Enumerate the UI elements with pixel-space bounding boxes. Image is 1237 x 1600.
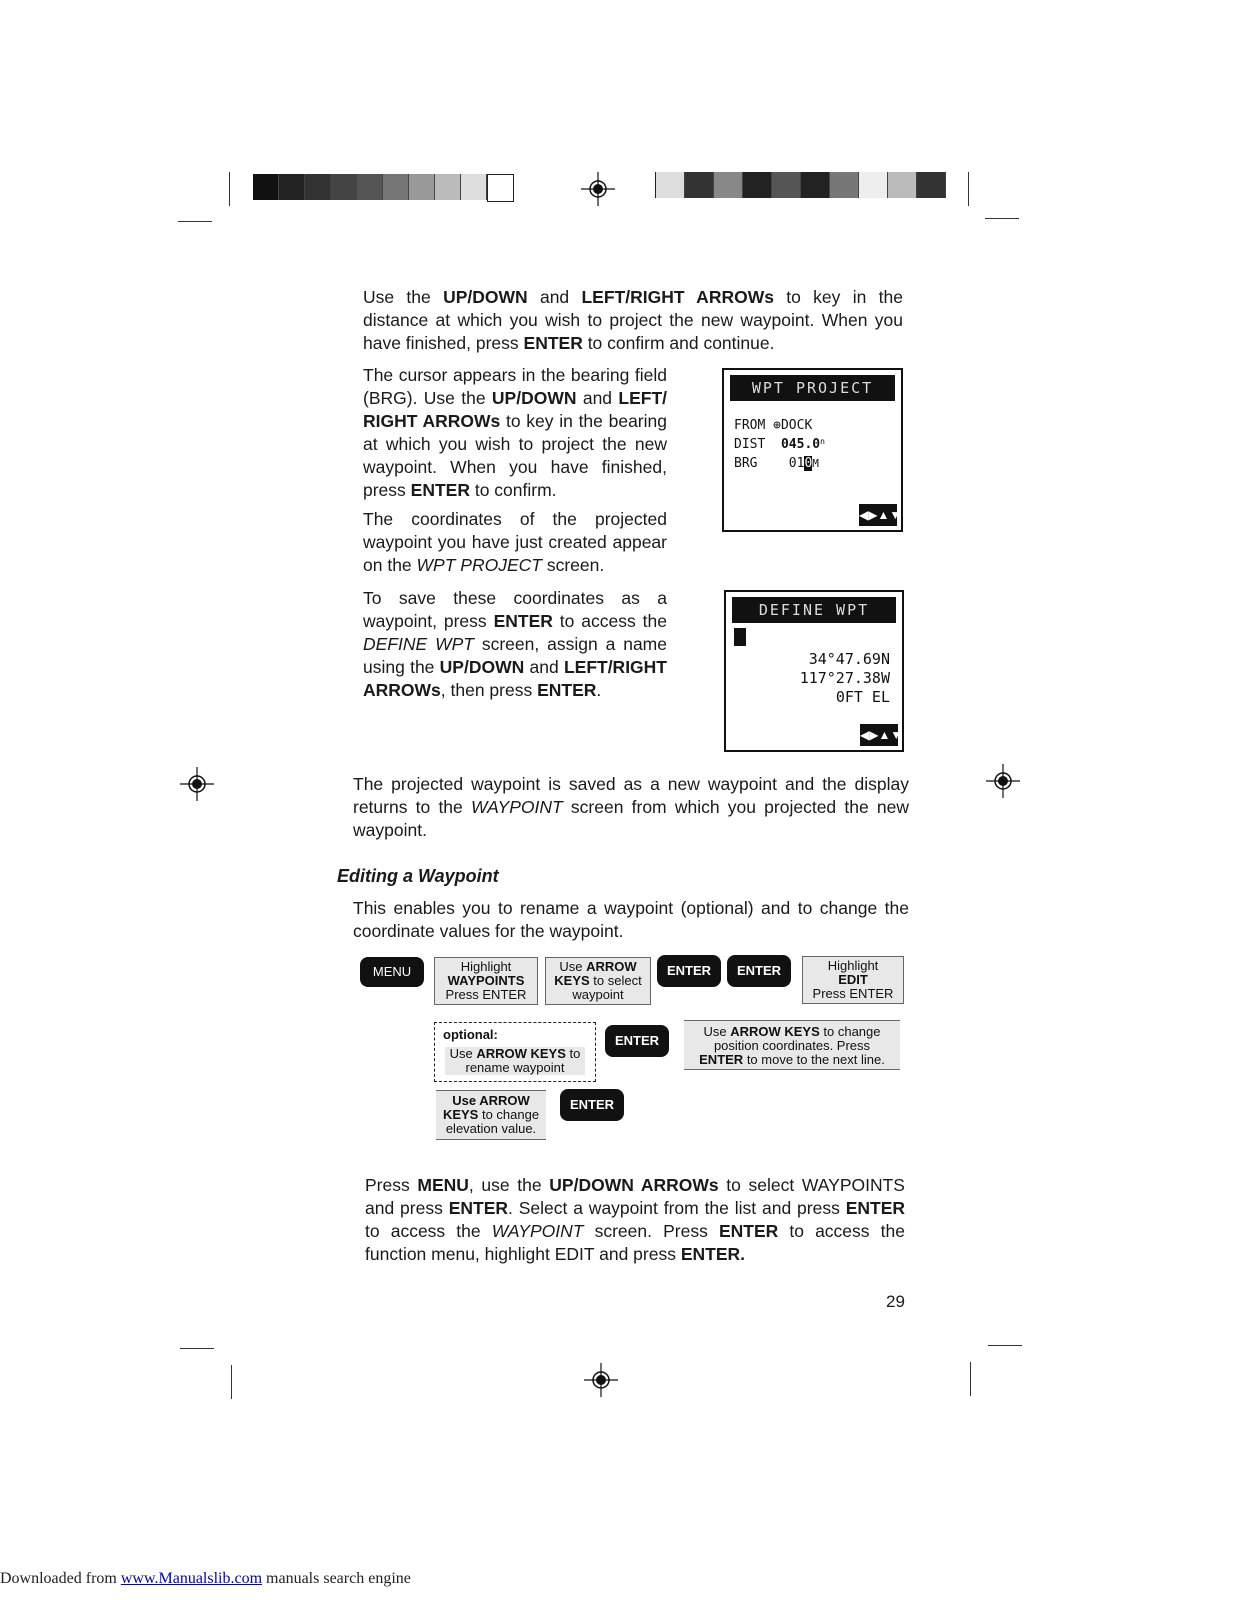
page-number: 29 xyxy=(886,1292,905,1311)
step-highlight-waypoints: Highlight WAYPOINTS Press ENTER xyxy=(434,957,538,1005)
manualslib-link[interactable]: www.Manualslib.com xyxy=(120,1570,263,1587)
wpt-project-screen xyxy=(722,368,903,532)
screen-title: DEFINE WPT xyxy=(732,597,896,623)
screen-title: WPT PROJECT xyxy=(730,375,895,401)
enter-key: ENTER xyxy=(605,1025,669,1057)
crop-mark xyxy=(985,218,1019,219)
step-change-elevation: Use ARROW KEYS to change elevation value. xyxy=(436,1090,546,1140)
paragraph-distance: Use the UP/DOWN and LEFT/RIGHT ARROWs to key in the distance at which you wish to project the new waypoint. When you have finished, press ENTER to confirm and continue. xyxy=(363,287,903,353)
crop-mark xyxy=(968,172,969,206)
brg-row: BRG 010M xyxy=(734,456,819,471)
color-bar-left xyxy=(253,174,514,200)
longitude-value: 117°27.38W xyxy=(799,669,890,687)
name-cursor xyxy=(734,628,746,646)
color-bar-right xyxy=(655,172,946,198)
step-highlight-edit: Highlight EDIT Press ENTER xyxy=(802,956,904,1004)
paragraph-intro: This enables you to rename a waypoint (optional) and to change the coordinate values for the waypoint. xyxy=(353,898,909,941)
crop-mark xyxy=(229,172,230,206)
define-wpt-screen xyxy=(724,590,904,752)
latitude-value: 34°47.69N xyxy=(808,650,890,668)
paragraph-coordinates: The coordinates of the projected waypoint you have just created appear on the WPT PROJECT screen. xyxy=(363,509,667,575)
crop-mark xyxy=(178,221,212,222)
elevation-value: 0FT EL xyxy=(835,688,890,706)
download-footer: Downloaded from www.Manualslib.com manuals search engine xyxy=(0,1570,411,1587)
registration-crosshair-icon xyxy=(581,172,615,206)
section-heading: Editing a Waypoint xyxy=(337,866,499,886)
paragraph-bearing: The cursor appears in the bearing field (BRG). Use the UP/DOWN and LEFT/ RIGHT ARROWs to key in the bearing at which you wish to project the new waypoint. When you have finished, press ENTER to confirm. xyxy=(363,365,667,500)
step-select-waypoint: Use ARROW KEYS to select waypoint xyxy=(545,957,651,1005)
arrow-keys-icon: ◀▶▲▼ xyxy=(860,724,898,746)
arrow-keys-icon: ◀▶▲▼ xyxy=(859,504,897,526)
registration-crosshair-icon xyxy=(180,767,214,801)
paragraph-save: To save these coordinates as a waypoint, press ENTER to access the DEFINE WPT screen, assign a name using the UP/DOWN and LEFT/RIGHT ARROWs, then press ENTER. xyxy=(363,588,667,700)
registration-crosshair-icon xyxy=(584,1363,618,1397)
from-row: FROM ⊕DOCK xyxy=(734,418,813,433)
dist-row: DIST 045.0$^n$ xyxy=(734,437,825,452)
brg-cursor: 0 xyxy=(804,456,813,471)
paragraph-instructions: Press MENU, use the UP/DOWN ARROWs to select WAYPOINTS and press ENTER. Select a waypoint from the list and press ENTER to access the WAYPOINT screen. Press ENTER to access the function menu, highlight EDIT and press ENTER. xyxy=(365,1175,905,1264)
crop-mark xyxy=(988,1345,1022,1346)
crop-mark xyxy=(180,1348,214,1349)
enter-key: ENTER xyxy=(727,955,791,987)
step-optional-rename: optional: Use ARROW KEYS to rename waypoint xyxy=(434,1022,596,1082)
paragraph-saved: The projected waypoint is saved as a new waypoint and the display returns to the WAYPOINT screen from which you projected the new waypoint. xyxy=(353,774,909,840)
crop-mark xyxy=(970,1362,971,1396)
crop-mark xyxy=(231,1365,232,1399)
registration-crosshair-icon xyxy=(986,764,1020,798)
step-change-position: Use ARROW KEYS to change position coordinates. Press ENTER to move to the next line. xyxy=(684,1020,900,1070)
enter-key: ENTER xyxy=(560,1089,624,1121)
enter-key: ENTER xyxy=(657,955,721,987)
menu-key: MENU xyxy=(360,957,424,987)
